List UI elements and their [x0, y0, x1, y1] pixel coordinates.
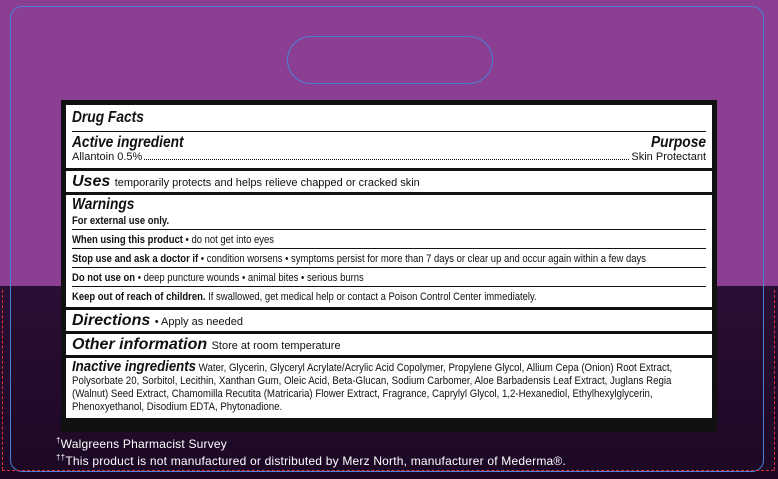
active-ingredient-row	[72, 151, 706, 164]
drug-facts-title: Drug Facts	[72, 109, 144, 126]
uses-text: temporarily protects and helps relieve chapped or cracked skin	[114, 177, 420, 189]
divider	[72, 286, 706, 287]
drug-facts-header-box	[66, 105, 712, 168]
uses-box	[66, 171, 712, 192]
dot-leader	[144, 158, 629, 160]
external-use-note: For external use only.	[72, 215, 170, 227]
purpose-header: Purpose	[650, 134, 706, 151]
divider	[72, 131, 706, 132]
warning-row: Keep out of reach of children. If swallowed, get medical help or contact a Poison Control Center immediately.	[72, 291, 537, 303]
other-information-text: Store at room temperature	[211, 340, 341, 352]
warnings-title: Warnings	[72, 196, 135, 213]
inactive-ingredients-text: Water, Glycerin, Glyceryl Acrylate/Acrylic Acid Copolymer, Propylene Glycol, Allium Cepa (Onion) Root Extract, Polysorbate 20, Sorbitol, Lecithin, Xanthan Gum, Oleic Acid, Beta-Glucan, Sodium Carbomer, Aloe Barbadensis Leaf Extract, Juglans Regia (Walnut) Seed Extract, Chamomilla Recutita (Matricaria) Flower Extract, Fragrance, Caprylyl Glycol, 1,2-Hexanediol, Ethylhexylglycerin, Phenoxyethanol, Disodium EDTA, Phytonadione.	[72, 362, 673, 413]
uses-title: Uses	[72, 173, 111, 190]
footnote-disclaimer: ††This product is not manufactured or distributed by Merz North, manufacturer of Mederma®.	[56, 453, 566, 468]
bleed-line-bottom	[2, 470, 774, 472]
footnotes	[56, 434, 566, 468]
active-ingredient-header-row	[72, 134, 706, 151]
hang-hole-outline	[287, 36, 493, 84]
divider	[72, 229, 706, 230]
directions-box	[66, 310, 712, 331]
inactive-ingredients-content	[72, 360, 706, 414]
warning-row: Stop use and ask a doctor if • condition worsens • symptoms persist for more than 7 days or clear up and occur again within a few days	[72, 253, 646, 265]
divider	[72, 248, 706, 249]
inactive-ingredients-title: Inactive ingredients	[72, 358, 196, 375]
warning-row: When using this product • do not get into eyes	[72, 234, 275, 246]
other-information-box	[66, 334, 712, 355]
footnote-survey: †Walgreens Pharmacist Survey	[56, 436, 228, 451]
warnings-box	[66, 195, 712, 307]
bleed-line-right	[774, 290, 776, 470]
purpose-value: Skin Protectant	[631, 151, 706, 163]
active-ingredient-value: Allantoin 0.5%	[72, 151, 143, 163]
warning-row: Do not use on • deep puncture wounds • animal bites • serious burns	[72, 272, 364, 284]
other-information-title: Other information	[72, 336, 208, 353]
directions-text: • Apply as needed	[154, 316, 243, 328]
directions-title: Directions	[72, 312, 151, 329]
inactive-ingredients-box	[66, 358, 712, 418]
divider	[72, 267, 706, 268]
bleed-line-left	[2, 290, 4, 470]
drug-facts-panel	[61, 100, 717, 432]
active-ingredient-header: Active ingredient	[72, 134, 184, 151]
